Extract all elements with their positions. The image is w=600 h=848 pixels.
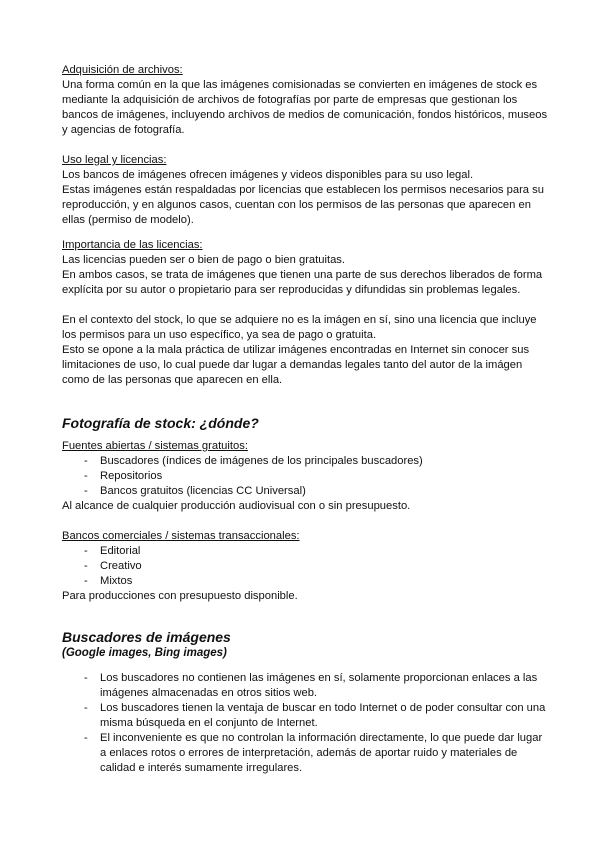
- section-uso-legal: [62, 153, 550, 228]
- list-item: - Repositorios: [62, 469, 550, 484]
- paragraph: En el contexto del stock, lo que se adquiere no es la imágen en sí, sino una licencia que incluye los permisos para un uso específico, ya sea de pago o gratuita.: [62, 314, 537, 341]
- list-title: Fuentes abiertas / sistemas gratuitos:: [62, 440, 248, 452]
- section-title: Adquisición de archivos:: [62, 64, 183, 76]
- paragraph: Las licencias pueden ser o bien de pago o bien gratuitas.: [62, 254, 345, 266]
- list-item: - Buscadores (índices de imágenes de los principales buscadores): [62, 454, 550, 469]
- section-buscadores: [62, 628, 550, 776]
- paragraph: Esto se opone a la mala práctica de utilizar imágenes encontradas en Internet sin conocer sus limitaciones de uso, lo cual puede dar lugar a demandas legales tanto del autor de la imágen como de las personas que aparecen en ella.: [62, 344, 530, 386]
- list-item: - Editorial: [62, 544, 550, 559]
- section-heading: Fotografía de stock: ¿dónde?: [62, 415, 259, 431]
- list-title: Bancos comerciales / sistemas transaccionales:: [62, 530, 300, 542]
- paragraph: Estas imágenes están respaldadas por licencias que establecen los permisos necesarios para su reproducción, y en algunos casos, cuentan con los permisos de las personas que aparecen en ellas (permiso de modelo).: [62, 184, 544, 226]
- section-adquisicion: [62, 63, 550, 138]
- list-item: - Creativo: [62, 559, 550, 574]
- section-importancia: [62, 238, 550, 388]
- paragraph: Los bancos de imágenes ofrecen imágenes y videos disponibles para su uso legal.: [62, 169, 474, 181]
- list-item: - Los buscadores tienen la ventaja de buscar en todo Internet o de poder consultar con una misma búsqueda en el conjunto de Internet.: [62, 701, 550, 731]
- list-item: - Los buscadores no contienen las imágenes en sí, solamente proporcionan enlaces a las imágenes almacenadas en otros sitios web.: [62, 671, 550, 701]
- list-item: - El inconveniente es que no controlan la información directamente, lo que puede dar lugar a enlaces rotos o errores de interpretación, además de aportar ruido y materiales de calidad e interés sumamente irregulares.: [62, 731, 550, 776]
- paragraph: Una forma común en la que las imágenes comisionadas se convierten en imágenes de stock es mediante la adquisición de archivos de fotografías por parte de empresas que gestionan los bancos de imágenes, incluyendo archivos de medios de comunicación, fondos históricos, museos y agencias de fotografía.: [62, 79, 548, 136]
- section-donde: [62, 414, 550, 604]
- list-abiertas: [62, 454, 550, 499]
- list-item: - Mixtos: [62, 574, 550, 589]
- section-title: Uso legal y licencias:: [62, 154, 167, 166]
- paragraph: Para producciones con presupuesto disponible.: [62, 590, 298, 602]
- list-comerciales: [62, 544, 550, 589]
- paragraph: En ambos casos, se trata de imágenes que tienen una parte de sus derechos liberados de forma explícita por su autor o propietario para ser reproducidas y difundidas sin problemas legales.: [62, 269, 543, 296]
- list-buscadores: [62, 671, 550, 776]
- list-item: - Bancos gratuitos (licencias CC Universal): [62, 484, 550, 499]
- section-title: Importancia de las licencias:: [62, 239, 203, 251]
- section-heading: Buscadores de imágenes: [62, 629, 231, 645]
- section-subheading: (Google images, Bing images): [62, 647, 227, 659]
- paragraph: Al alcance de cualquier producción audiovisual con o sin presupuesto.: [62, 500, 411, 512]
